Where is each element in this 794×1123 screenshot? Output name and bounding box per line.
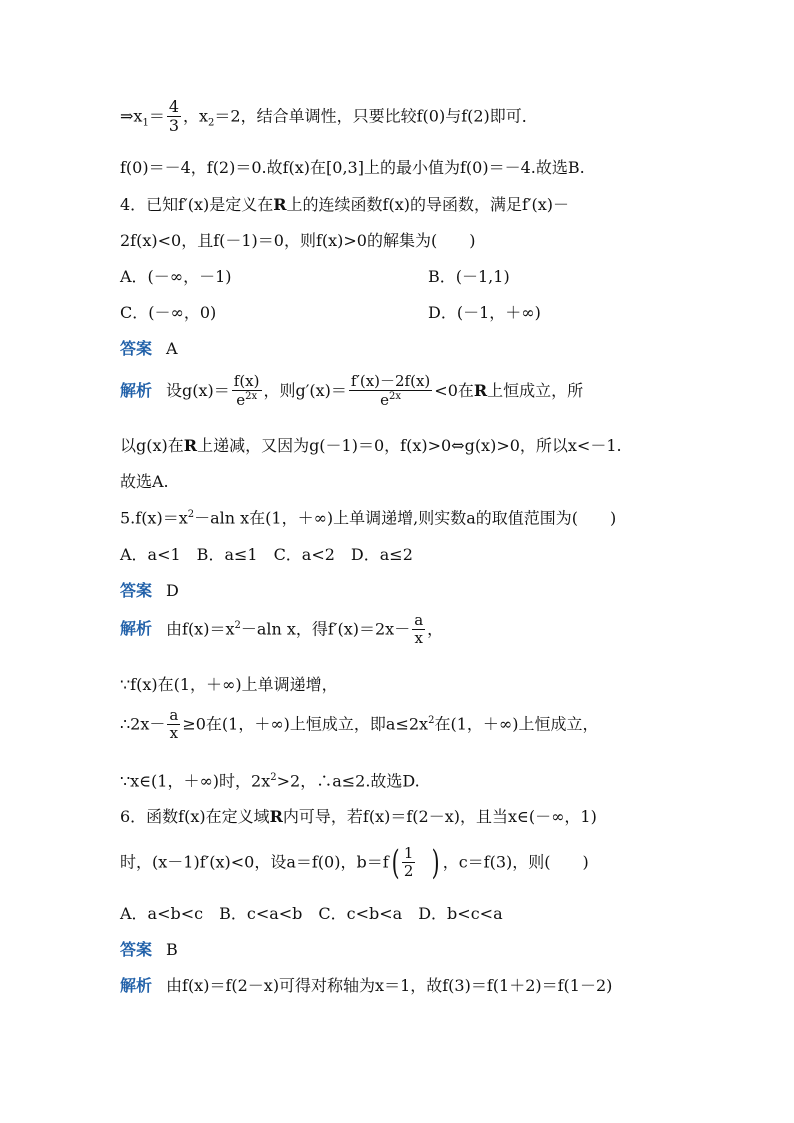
fraction-fx-over-e2x xyxy=(232,373,262,410)
text: >2，∴a≤2.故选D. xyxy=(276,771,420,791)
fraction-4-3 xyxy=(167,98,181,136)
q4-option-a: A．(－∞，－1) xyxy=(120,267,232,286)
fraction-denominator: 3 xyxy=(168,116,180,136)
q5-options: A．a<1 B．a≤1 C．a<2 D．a≤2 xyxy=(120,545,413,564)
q6-answer-value: B xyxy=(166,940,178,959)
text: 在(1，＋∞)上恒成立， xyxy=(434,714,599,734)
q4-option-d: D．(－1，＋∞) xyxy=(428,303,541,322)
text: 6．函数f(x)在定义域 xyxy=(120,807,270,826)
fraction-one-half xyxy=(402,845,416,881)
text: e xyxy=(380,391,390,410)
fraction-numerator: a xyxy=(169,706,179,724)
real-set-symbol: R xyxy=(273,195,287,214)
analysis-label: 解析 xyxy=(120,619,153,639)
text: ，x xyxy=(183,106,209,126)
real-set-symbol: R xyxy=(473,380,488,400)
left-paren: ( xyxy=(391,842,400,883)
text: ， xyxy=(427,619,444,639)
question-6-line-1 xyxy=(120,809,597,825)
text: 上的连续函数f(x)的导函数，满足f′(x)－ xyxy=(286,195,570,214)
fraction-numerator: 4 xyxy=(168,97,180,116)
q6-analysis-line-1 xyxy=(120,978,612,994)
text: 4．已知f′(x)是定义在 xyxy=(120,195,274,214)
text: <0在 xyxy=(434,380,474,400)
text: 以g(x)在 xyxy=(120,436,184,455)
fraction-numerator: f(x) xyxy=(233,372,260,390)
q5-analysis-line-3 xyxy=(120,707,598,743)
real-set-symbol: R xyxy=(269,807,283,826)
q6-options: A．a<b<c B．c<a<b C．c<b<a D．b<c<a xyxy=(120,904,503,923)
q4-analysis-line-3: 故选A. xyxy=(120,472,169,491)
text: ，则g′(x)＝ xyxy=(263,380,347,400)
subscript: 1 xyxy=(142,117,149,129)
text: 上递减，又因为g(－1)＝0，f(x)>0⇔g(x)>0，所以x<－1. xyxy=(197,436,622,455)
exponent: 2 xyxy=(428,714,435,726)
q5-answer-line xyxy=(120,583,179,599)
fraction-denominator xyxy=(232,391,262,409)
fraction-denominator: x xyxy=(169,724,179,743)
q5-analysis-line-2: ∵f(x)在(1，＋∞)上单调递增， xyxy=(120,675,338,694)
text: 内可导，若f(x)＝f(2－x)，且当x∈(－∞，1) xyxy=(282,807,597,826)
q5-analysis-line-1 xyxy=(120,612,443,648)
text: 时，(x－1)f′(x)<0，设a＝f(0)，b＝f xyxy=(120,852,389,872)
analysis-label: 解析 xyxy=(120,976,153,995)
text: ，c＝f(3)，则( ) xyxy=(442,852,589,872)
right-paren: ) xyxy=(432,842,441,883)
text: 由f(x)＝f(2－x)可得对称轴为x＝1，故f(3)＝f(1＋2)＝f(1－2) xyxy=(166,976,613,995)
text: －aln x，得f′(x)＝2x－ xyxy=(240,619,411,639)
exponent: 2 xyxy=(187,509,195,520)
real-set-symbol: R xyxy=(183,436,198,455)
question-6-line-2 xyxy=(120,842,589,883)
text: ＝ xyxy=(148,106,165,126)
question-4-line-2: 2f(x)<0，且f(－1)＝0，则f(x)>0的解集为( ) xyxy=(120,231,476,250)
text: ∵x∈(1，＋∞)时，2x xyxy=(120,771,271,791)
fraction-denominator xyxy=(349,391,432,409)
q5-analysis-line-4 xyxy=(120,773,420,789)
q4-option-c: C．(－∞，0) xyxy=(120,303,217,322)
fraction-a-over-x xyxy=(167,707,180,743)
text: ⇒x xyxy=(120,106,143,126)
text: 上恒成立，所 xyxy=(487,380,584,400)
text: ∴2x－ xyxy=(120,714,166,734)
q4-answer-line xyxy=(120,341,178,357)
fraction-numerator: a xyxy=(414,611,424,629)
exponent: 2x xyxy=(245,391,258,403)
question-5-line-1 xyxy=(120,510,616,526)
fraction-denominator: 2 xyxy=(403,862,414,881)
text: e xyxy=(236,391,246,410)
subscript: 2 xyxy=(208,117,215,129)
exponent: 2x xyxy=(389,391,402,403)
text: ≥0在(1，＋∞)上恒成立，即a≤2x xyxy=(182,714,429,734)
q4-analysis-line-2 xyxy=(120,438,622,454)
q4-option-b: B．(－1,1) xyxy=(428,267,510,286)
answer-label: 答案 xyxy=(120,940,153,959)
solution-line-min-value: f(0)＝－4，f(2)＝0.故f(x)在[0,3]上的最小值为f(0)＝－4.故选B. xyxy=(120,158,585,177)
fraction-numerator: 1 xyxy=(403,844,414,862)
q4-analysis-line-1 xyxy=(120,373,583,410)
text: －aln x在(1，＋∞)上单调递增,则实数a的取值范围为( ) xyxy=(194,508,617,528)
text: 设g(x)＝ xyxy=(166,380,230,400)
answer-label: 答案 xyxy=(120,581,153,600)
fraction-denominator: x xyxy=(414,629,423,648)
fraction-derivative-g xyxy=(349,373,432,410)
q5-answer-value: D xyxy=(166,581,179,600)
exponent: 2 xyxy=(270,772,277,783)
q6-answer-line xyxy=(120,942,178,958)
solution-line-x-roots xyxy=(120,98,538,136)
answer-label: 答案 xyxy=(120,339,153,358)
fraction-numerator: f′(x)－2f(x) xyxy=(350,372,431,390)
q4-answer-value: A xyxy=(166,339,178,358)
text: 5.f(x)＝x xyxy=(120,508,188,528)
analysis-label: 解析 xyxy=(120,380,153,400)
exponent: 2 xyxy=(234,619,241,631)
text: 由f(x)＝x xyxy=(166,619,235,639)
text: ＝2，结合单调性，只要比较f(0)与f(2)即可． xyxy=(214,106,538,126)
fraction-a-over-x xyxy=(412,612,425,648)
question-4-line-1 xyxy=(120,197,569,213)
